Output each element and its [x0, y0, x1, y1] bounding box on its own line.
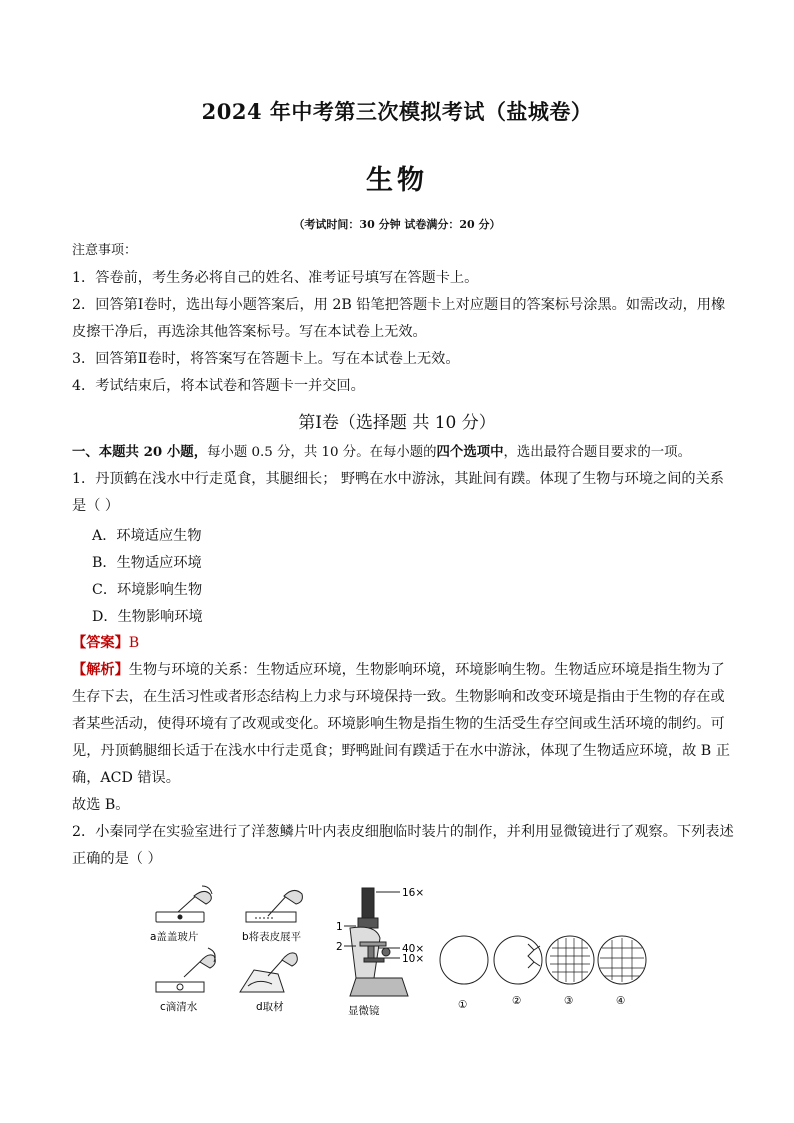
- note-2a: 2．回答第Ⅰ卷时，选出每小题答案后，用 2B 铅笔把答题卡上对应题目的答案标号涂黑。如需改动，用橡: [72, 297, 726, 313]
- step-c-illustration: [156, 948, 215, 992]
- part-1-label: 1: [336, 921, 343, 933]
- step-d-illustration: [240, 953, 297, 992]
- mag-16-label: 16×: [402, 887, 425, 899]
- q1-answer: [72, 633, 139, 653]
- q1-analysis-1: [72, 660, 725, 680]
- step-b-label: b将表皮展平: [242, 931, 302, 943]
- mag-40-label: 40×: [402, 943, 425, 955]
- analysis-text-1: 生物与环境的关系：生物适应环境，生物影响环境，环境影响生物。生物适应环境是指生物为了: [128, 662, 725, 678]
- part-2-label: 2: [336, 941, 343, 953]
- subject-title: 生物: [366, 165, 428, 196]
- experiment-figure: [150, 882, 650, 1022]
- step-b-illustration: [246, 890, 302, 922]
- notes-heading: 注意事项：: [72, 243, 138, 258]
- step-a-illustration: [156, 886, 212, 922]
- exam-info: （考试时间：30 分钟 试卷满分：20 分）: [293, 218, 501, 231]
- q1-stem-a: 1．丹顶鹤在浅水中行走觅食，其腿细长； 野鸭在水中游泳，其趾间有蹼。体现了生物与环境之间的关系: [72, 471, 724, 487]
- exam-title: 2024 年中考第三次模拟考试（盐城卷）: [201, 99, 593, 124]
- q1-option-c: C．环境影响生物: [92, 582, 203, 598]
- q1-option-b: B．生物适应环境: [92, 555, 202, 571]
- step-d-label: d取材: [256, 1001, 284, 1013]
- analysis-label: 【解析】: [72, 662, 129, 678]
- mag-10-label: 10×: [402, 953, 425, 965]
- instructions-prefix: 一、本题共 20 小题，: [72, 444, 208, 460]
- view-1-label: ①: [458, 999, 468, 1011]
- instructions-suffix: ，选出最符合题目要求的一项。: [503, 445, 691, 460]
- note-4: 4．考试结束后，将本试卷和答题卡一并交回。: [72, 378, 365, 394]
- answer-value: B: [128, 635, 140, 651]
- step-a-label: a盖盖玻片: [150, 931, 199, 943]
- note-2b: 皮擦干净后，再选涂其他答案标号。写在本试卷上无效。: [72, 324, 427, 340]
- instructions-bold: 四个选项中: [436, 444, 504, 460]
- note-1: 1．答卷前，考生务必将自己的姓名、准考证号填写在答题卡上。: [72, 270, 479, 286]
- q1-analysis-5: 确，ACD 错误。: [72, 770, 180, 786]
- instructions-mid: 每小题 0.5 分，共 10 分。在每小题的: [207, 445, 437, 460]
- q1-analysis-4: 见，丹顶鹤腿细长适于在浅水中行走觅食；野鸭趾间有蹼适于在水中游泳，体现了生物适应环境，故 B 正: [72, 743, 730, 759]
- answer-label: 【答案】: [72, 635, 129, 651]
- note-3: 3．回答第Ⅱ卷时，将答案写在答题卡上。写在本试卷上无效。: [72, 351, 460, 367]
- q1-stem-b: 是（ ）: [72, 498, 120, 514]
- microscope-label: 显微镜: [348, 1005, 380, 1017]
- view-3-label: ③: [564, 995, 574, 1007]
- section-title: 第Ⅰ卷（选择题 共 10 分）: [298, 413, 496, 433]
- q1-option-a: A．环境适应生物: [92, 528, 202, 544]
- view-2-label: ②: [512, 995, 522, 1007]
- q1-option-d: D．生物影响环境: [92, 609, 203, 625]
- q1-analysis-3: 者某些活动，使得环境有了改观或变化。环境影响生物是指生物的生活受生存空间或生活环境的制约。可: [72, 716, 725, 732]
- step-c-label: c滴清水: [160, 1001, 198, 1013]
- q2-stem-b: 正确的是（ ）: [72, 851, 162, 867]
- microscope-illustration: [344, 888, 408, 996]
- q1-analysis-2: 生存下去，在生活习性或者形态结构上力求与环境保持一致。生物影响和改变环境是指由于生物的存在或: [72, 689, 725, 705]
- q2-stem-a: 2．小秦同学在实验室进行了洋葱鳞片叶内表皮细胞临时装片的制作，并利用显微镜进行了观察。下列表述: [72, 824, 734, 840]
- view-4-label: ④: [616, 995, 626, 1007]
- section-instructions: [72, 442, 691, 463]
- view-circles: [440, 936, 646, 984]
- q1-conclusion: 故选 B。: [72, 797, 130, 813]
